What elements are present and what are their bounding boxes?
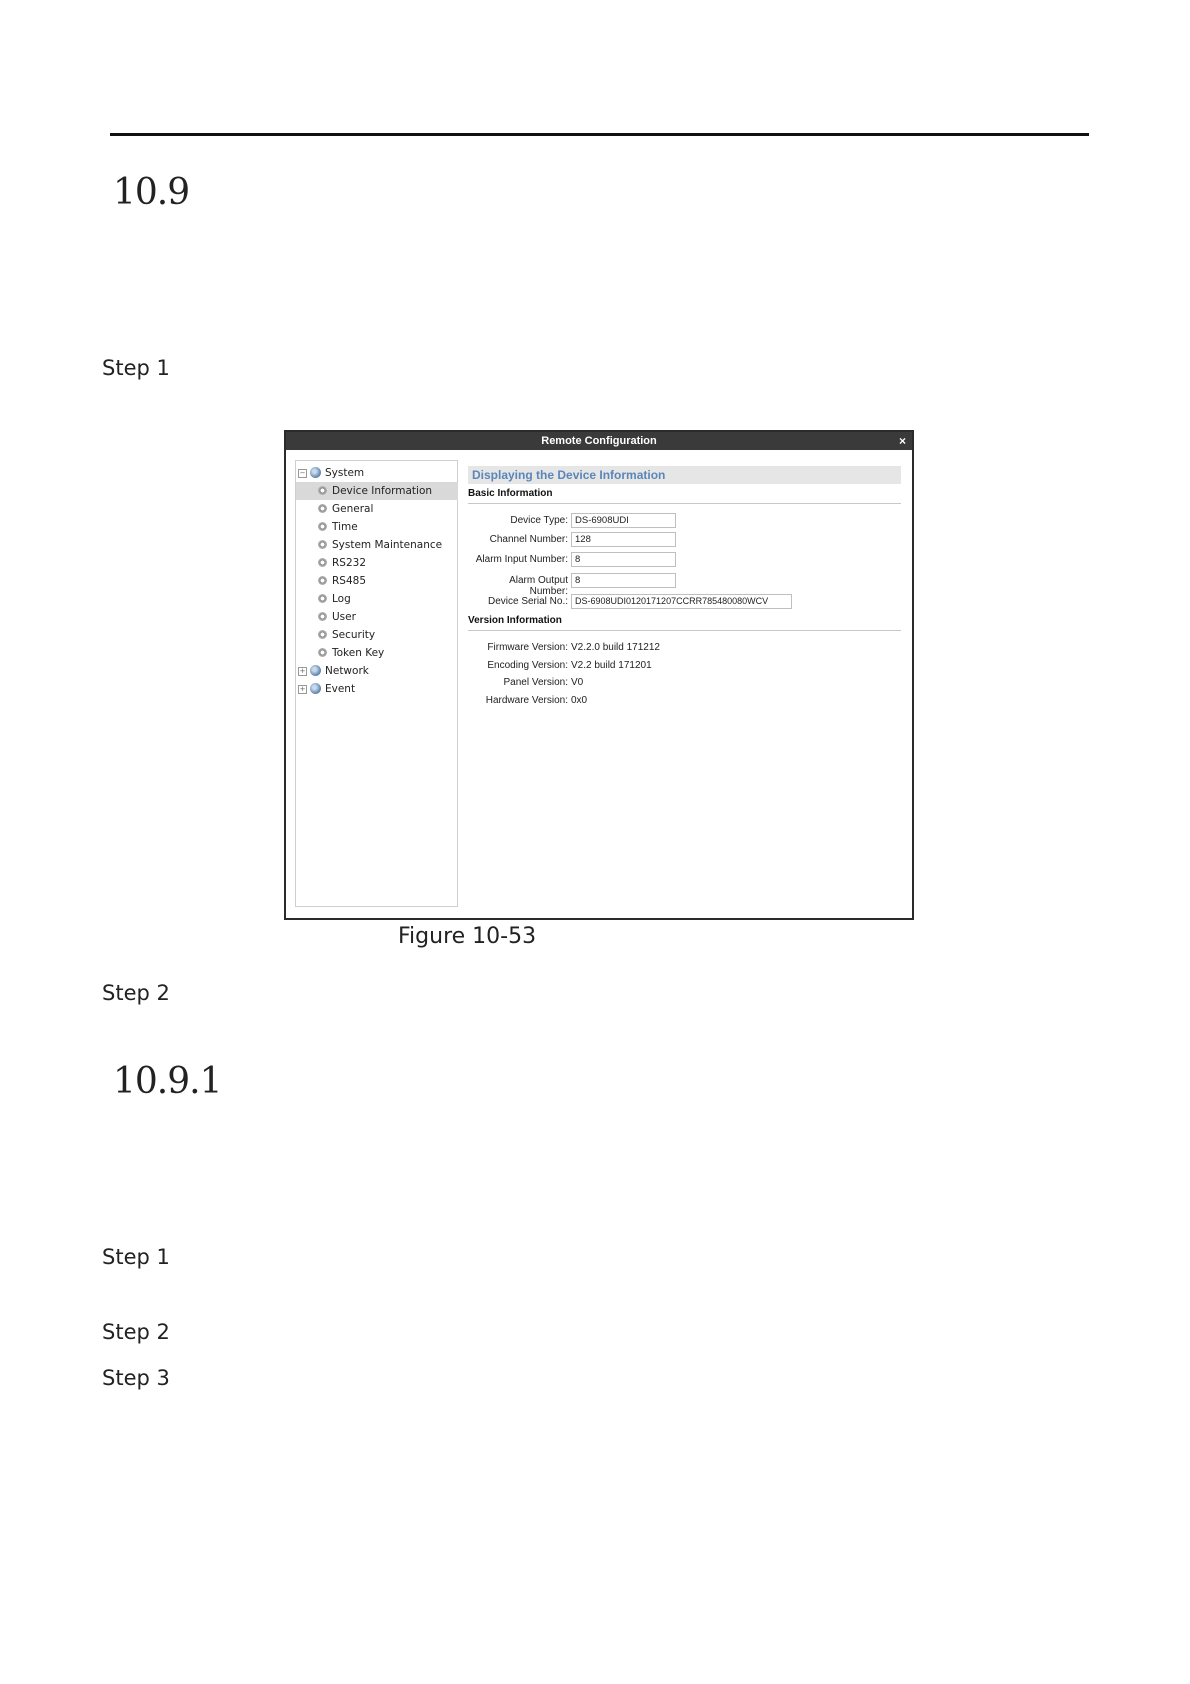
tree-item-token-key[interactable] — [318, 644, 384, 662]
alarm-input-number-field[interactable]: 8 — [571, 552, 676, 567]
device-serial-label: Device Serial No.: — [487, 596, 568, 607]
globe-icon — [310, 665, 321, 676]
gear-icon — [318, 630, 327, 639]
alarm-input-number-label: Alarm Input Number: — [475, 554, 568, 565]
step-label: Step 3 — [102, 1366, 170, 1390]
expand-icon[interactable]: + — [299, 685, 306, 693]
header-rule — [110, 133, 1089, 136]
alarm-output-number-label: Alarm Output Number: — [509, 575, 568, 597]
tree-node-network[interactable] — [298, 662, 369, 680]
panel-version-value: V0 — [571, 677, 584, 688]
tree-node-system[interactable] — [298, 464, 364, 482]
step-label: Step 1 — [102, 356, 170, 380]
tree-item-label: General — [332, 503, 374, 515]
panel-title: Displaying the Device Information — [468, 466, 901, 484]
tree-item-rs232[interactable] — [318, 554, 366, 572]
tree-item-label: System Maintenance — [332, 539, 443, 551]
tree-item-time[interactable] — [318, 518, 358, 536]
remote-configuration-window — [284, 430, 914, 920]
gear-icon — [318, 576, 327, 585]
device-type-field[interactable]: DS-6908UDI — [571, 513, 676, 528]
version-information-heading: Version Information — [468, 615, 562, 626]
alarm-output-number-field[interactable]: 8 — [571, 573, 676, 588]
config-tree — [295, 460, 458, 907]
tree-item-label: RS485 — [332, 575, 367, 587]
tree-item-label: RS232 — [332, 557, 367, 569]
tree-item-security[interactable] — [318, 626, 375, 644]
hardware-version-value: 0x0 — [571, 695, 588, 706]
tree-item-log[interactable] — [318, 590, 351, 608]
encoding-version-label: Encoding Version: — [487, 660, 568, 671]
gear-icon — [318, 648, 327, 657]
firmware-version-value: V2.2.0 build 171212 — [571, 642, 660, 653]
basic-information-heading: Basic Information — [468, 488, 553, 499]
tree-item-rs485[interactable] — [318, 572, 366, 590]
channel-number-field[interactable]: 128 — [571, 532, 676, 547]
gear-icon — [318, 612, 327, 621]
step-label: Step 2 — [102, 981, 170, 1005]
tree-node-label: System — [325, 467, 365, 479]
tree-item-user[interactable] — [318, 608, 356, 626]
tree-item-label: User — [332, 611, 356, 623]
firmware-version-label: Firmware Version: — [487, 642, 568, 653]
subsection-heading: 10.9.1 — [113, 1061, 222, 1102]
tree-item-system-maintenance[interactable] — [318, 536, 442, 554]
window-titlebar — [286, 432, 912, 450]
hardware-version-label: Hardware Version: — [485, 695, 568, 706]
device-serial-field[interactable]: DS-6908UDI0120171207CCRR785480080WCV — [571, 594, 792, 609]
gear-icon — [318, 486, 327, 495]
figure-caption: Figure 10-53 — [398, 924, 537, 949]
encoding-version-value: V2.2 build 171201 — [571, 660, 652, 671]
step-label: Step 1 — [102, 1245, 170, 1269]
gear-icon — [318, 594, 327, 603]
tree-item-label: Security — [332, 629, 376, 641]
gear-icon — [318, 558, 327, 567]
tree-node-label: Event — [325, 683, 356, 695]
device-type-label: Device Type: — [510, 515, 568, 526]
globe-icon — [310, 683, 321, 694]
globe-icon — [310, 467, 321, 478]
device-info-panel — [468, 466, 901, 706]
gear-icon — [318, 540, 327, 549]
tree-item-label: Log — [332, 593, 351, 605]
tree-node-event[interactable] — [298, 680, 355, 698]
close-icon[interactable]: × — [898, 434, 906, 448]
gear-icon — [318, 522, 327, 531]
tree-item-label: Device Information — [332, 485, 433, 497]
step-label: Step 2 — [102, 1320, 170, 1344]
section-divider — [468, 503, 901, 504]
section-divider — [468, 630, 901, 631]
window-title: Remote Configuration — [541, 435, 657, 447]
tree-item-general[interactable] — [318, 500, 373, 518]
section-heading: 10.9 — [113, 172, 190, 213]
tree-item-label: Token Key — [332, 647, 385, 659]
tree-item-label: Time — [332, 521, 358, 533]
tree-node-label: Network — [325, 665, 369, 677]
collapse-icon[interactable]: − — [299, 469, 306, 477]
panel-version-label: Panel Version: — [503, 677, 568, 688]
expand-icon[interactable]: + — [299, 667, 306, 675]
channel-number-label: Channel Number: — [489, 534, 568, 545]
tree-item-device-information[interactable] — [296, 482, 458, 500]
gear-icon — [318, 504, 327, 513]
